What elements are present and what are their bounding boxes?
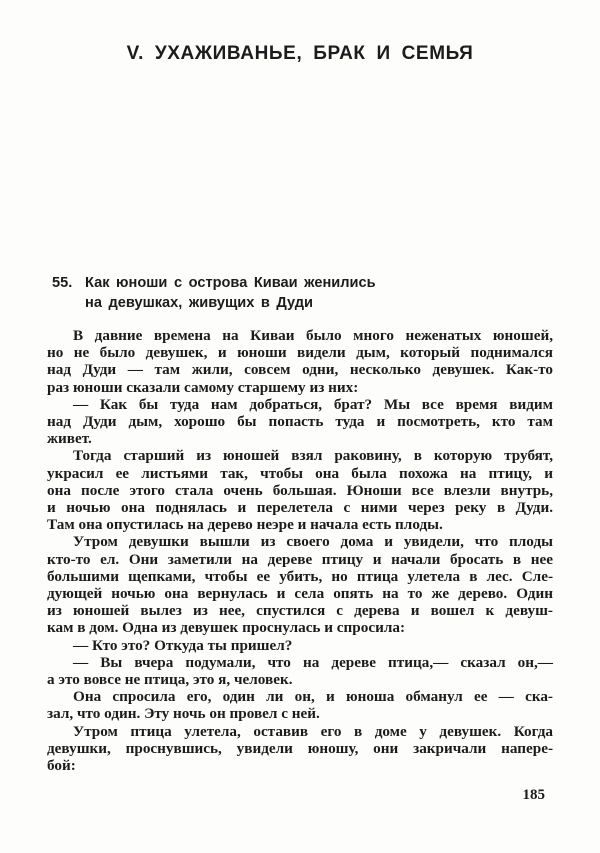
text-line: украсил ее листьями так, чтобы она была похожа на птицу, и	[47, 464, 553, 482]
text-line: Утром девушки вышли из своего дома и увидели, что плоды	[73, 533, 553, 551]
chapter-title: V. УХАЖИВАНЬЕ, БРАК И СЕМЬЯ	[126, 43, 474, 64]
story-number: 55.	[52, 275, 73, 291]
paragraph	[47, 654, 553, 688]
text-line: кам в дом. Одна из девушек проснулась и спросила:	[47, 619, 406, 637]
text-line: Она спросила его, один ли он, и юноша обманул ее — ска-	[73, 688, 553, 706]
text-line: живет.	[47, 430, 92, 448]
paragraph	[47, 447, 553, 533]
text-line: Утром птица улетела, оставив его в доме у девушек. Когда	[73, 722, 553, 740]
story-title-line1: Как юноши с острова Киваи женились	[85, 275, 376, 291]
text-line: кто-то ел. Они заметили на дереве птицу и начали бросать в нее	[47, 550, 553, 568]
story-body	[47, 327, 553, 774]
text-line: девушки, проснувшись, увидели юношу, они закричали напере-	[47, 739, 553, 757]
text-line: из юношей вылез из нее, спустился с дерева и вошел к девуш-	[47, 602, 553, 620]
text-line: большими щепками, чтобы ее убить, но птица улетела в лес. Сле-	[47, 567, 553, 585]
story-heading	[52, 273, 600, 313]
text-line: — Вы вчера подумали, что на дереве птица,— сказал он,—	[73, 653, 553, 671]
text-line: — Как бы туда нам добраться, брат? Мы все время видим	[73, 395, 553, 413]
paragraph	[47, 723, 553, 775]
text-line: она после этого стала очень большая. Юноши все влезли внутрь,	[47, 481, 553, 499]
text-line: — Кто это? Откуда ты пришел?	[73, 636, 293, 654]
text-line: В давние времена на Киваи было много неженатых юношей,	[73, 327, 553, 344]
text-line: Там она опустилась на дерево неэре и начала есть плоды.	[47, 516, 443, 534]
text-line: зал, что один. Эту ночь он провел с ней.	[47, 705, 320, 723]
paragraph	[47, 688, 553, 722]
text-line: над Дуди — там жили, совсем одни, несколько девушек. Как-то	[47, 361, 553, 379]
text-line: но не было девушек, и юноши видели дым, который поднимался	[47, 344, 553, 362]
text-line: дующей ночью она вернулась и села опять на то же дерево. Один	[47, 585, 553, 603]
paragraph	[47, 327, 553, 396]
text-line: и ночью она поднялась и перелетела с ними через реку в Дуди.	[47, 499, 553, 517]
text-line: раз юноши сказали самому старшему из них:	[47, 378, 359, 396]
paragraph	[47, 396, 553, 448]
text-line: над Дуди дым, хорошо бы попасть туда и посмотреть, кто там	[47, 413, 553, 431]
paragraph	[47, 533, 553, 636]
page-number: 185	[522, 787, 545, 804]
story-title-line2: на девушках, живущих в Дуди	[85, 295, 313, 311]
text-line: бой:	[47, 757, 76, 775]
text-line: Тогда старший из юношей взял раковину, в которую трубят,	[73, 447, 553, 465]
text-line: а это вовсе не птица, это я, человек.	[47, 671, 293, 689]
paragraph	[47, 637, 553, 654]
